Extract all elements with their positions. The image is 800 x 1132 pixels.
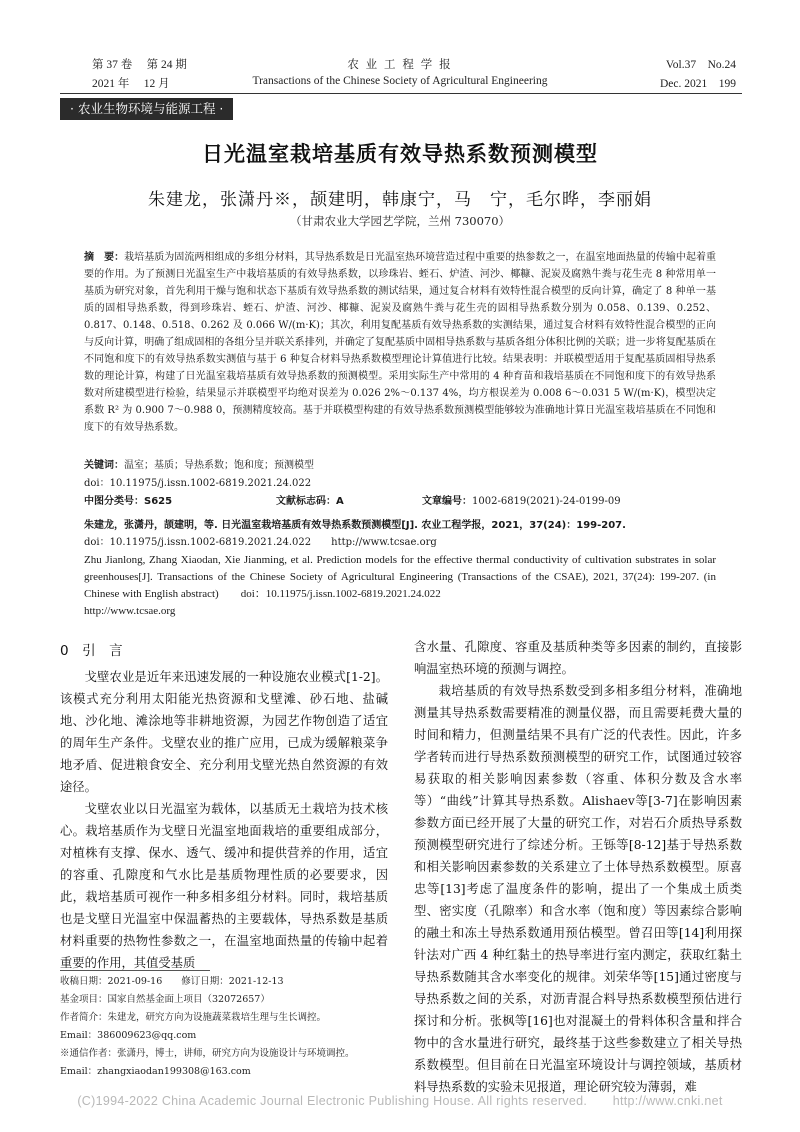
section-tag: · 农业生物环境与能源工程 · xyxy=(60,98,233,120)
footnote-email-1[interactable]: Email：386009623@qq.com xyxy=(60,1030,197,1041)
citation-cn-doi: doi：10.11975/j.issn.1002-6819.2021.24.022 http://www.tcsae.org xyxy=(84,537,437,548)
article-number-label: 文章编号： xyxy=(422,496,472,507)
keywords xyxy=(84,456,314,471)
clc-value: S625 xyxy=(144,496,173,507)
article-number xyxy=(422,492,621,507)
journal-name-cn: 农 业 工 程 学 报 xyxy=(347,59,453,71)
classification-line xyxy=(84,492,172,507)
article-number-value: 1002-6819(2021)-24-0199-09 xyxy=(472,496,621,507)
citation-cn xyxy=(84,517,716,551)
citation-en-url[interactable]: http://www.tcsae.org xyxy=(84,605,176,617)
date-cn: 2021 年 12 月 xyxy=(92,78,170,90)
author-list: 朱建龙，张潇丹※，颉建明，韩康宁，马 宁，毛尔晔，李丽娟 xyxy=(148,190,652,210)
footnote-rule xyxy=(60,970,210,971)
footnote-author: 作者简介：朱建龙，研究方向为设施蔬菜栽培生理与生长调控。 xyxy=(60,1012,327,1023)
keywords-text: 温室；基质；导热系数；饱和度；预测模型 xyxy=(124,460,314,471)
journal-name-en: Transactions of the Chinese Society of Agricultural Engineering xyxy=(252,75,548,87)
document-code-label: 文献标志码： xyxy=(276,496,336,507)
body-left-column xyxy=(60,640,388,974)
body-right-column xyxy=(414,636,742,1098)
citation-cn-authors: 朱建龙，张潇丹，颉建明，等. xyxy=(84,520,218,531)
footnote-corresponding: ※通信作者：张潇丹，博士，讲师，研究方向为设施设计与环境调控。 xyxy=(60,1048,355,1059)
volume-issue-cn: 第 37 卷 第 24 期 xyxy=(92,59,187,71)
footnote-email-2[interactable]: Email：zhangxiaodan199308@163.com xyxy=(60,1066,251,1077)
volume-issue-en: Vol.37 No.24 xyxy=(665,59,736,71)
citation-cn-rest: 日光温室栽培基质有效导热系数预测模型[J]. 农业工程学报，2021，37(24)：199-207. xyxy=(217,520,626,531)
paper-title: 日光温室栽培基质有效导热系数预测模型 xyxy=(202,142,598,166)
affiliation: （甘肃农业大学园艺学院，兰州 730070） xyxy=(289,214,511,228)
intro-paragraph-2-continued: 含水量、孔隙度、容重及基质种类等多因素的制约，直接影响温室热环境的预测与调控。 xyxy=(414,640,742,676)
clc-label: 中图分类号： xyxy=(84,496,144,507)
abstract xyxy=(84,249,716,436)
section-heading-intro: 0 引 言 xyxy=(60,643,123,659)
doi-line: doi：10.11975/j.issn.1002-6819.2021.24.022 xyxy=(84,478,312,489)
footnote-dates: 收稿日期：2021-09-16 修订日期：2021-12-13 xyxy=(60,976,284,987)
document-code xyxy=(276,492,344,507)
footnotes xyxy=(60,970,388,1081)
abstract-label: 摘 要： xyxy=(84,252,125,263)
intro-paragraph-1: 戈壁农业是近年来迅速发展的一种设施农业模式[1-2]。该模式充分利用太阳能光热资源和戈壁滩、砂石地、盐碱地、沙化地、滩涂地等非耕地资源，为园艺作物创造了适宜的周年生产条件。戈壁农业的推广应用，已成为缓解粮菜争地矛盾、促进粮食安全、充分利用戈壁光热自然资源的有效途径。 xyxy=(60,670,388,794)
abstract-text: 栽培基质为固流两相组成的多组分材料，其导热系数是日光温室热环境营造过程中重要的热参数之一，在温室地面热量的传输中起着重要的作用。为了预测日光温室生产中栽培基质的有效导热系数，以珍珠岩、蛭石、炉渣、河沙、椰糠、泥炭及腐熟牛粪与花生壳 8 种常用单一基质为研究对象，首先利用干燥与饱和状态下基质有效导热系数的测试结果，通过复合材料有效特性混合模型的反向计算，确定了 8 种单一基质的固相导热系数，得到珍珠岩、蛭石、炉渣、河沙、椰糠、泥炭及腐熟牛粪与花生壳的固相导热系数分别为 0.058、0.139、0.252、0.817、0.148、0.518、0.262 及 0.066 W/(m·K)；其次，利用复配基质有效导热系数的实测结果，通过复合材料有效特性混合模型的正向与反向计算，明确了组成固相的各组分呈并联关系排列，并确定了复配基质中固相导热系数与基质各组分体积比例的关联；进一步将复配基质在不同饱和度下的有效导热系数实测值与基于 6 种复合材料导热系数模型理论计算值进行比较。结果表明：并联模型适用于复配基质固相导热系数的理论计算，构建了日光温室栽培基质有效导热系数的预测模型。采用实际生产中常用的 4 种育苗和栽培基质在不同饱和度下的有效导热系数对所建模型进行检验，结果显示并联模型平均绝对误差为 0.026 2%～0.137 4%，均方根误差为 0.008 6～0.031 5 W/(m·K)，模型决定系数 R² 为 0.900 7～0.988 0，预测精度较高。基于并联模型构建的有效导热系数预测模型能够较为准确地计算日光温室栽培基质在不同饱和度下的有效导热系数。 xyxy=(84,252,717,433)
header-rule xyxy=(60,93,742,94)
citation-en-text: Zhu Jianlong, Zhang Xiaodan, Xie Jianming, et al. Prediction models for the effective thermal conductivity of cultivation substrates in solar greenhouses[J]. Transactions of the Chinese Society of Agricultural Engineering (Transactions of the CSAE), 2021, 37(24): 199-207. (in Chinese with English abstract) doi：10.11975/j.issn.1002-6819.2021.24.022 xyxy=(84,554,716,600)
intro-paragraph-2: 戈壁农业以日光温室为载体，以基质无土栽培为技术核心。栽培基质作为戈壁日光温室地面栽培的重要组成部分，对植株有支撑、保水、透气、缓冲和提供营养的作用，适宜的容重、孔隙度和气水比是基质物理性质的必要要求，因此，栽培基质可视作一种多相多组分材料。同时，栽培基质也是戈壁日光温室中保温蓄热的主要载体，导热系数是基质材料重要的热物性参数之一，在温室地面热量的传输中起着重要的作用，其值受基质 xyxy=(60,802,388,970)
citation-en xyxy=(84,552,716,620)
date-page-en: Dec. 2021 199 xyxy=(659,78,736,90)
copyright-footer: (C)1994-2022 China Academic Journal Electronic Publishing House. All rights reserved. http://www.cnki.net xyxy=(77,1094,723,1108)
document-code-value: A xyxy=(336,496,344,507)
keywords-label: 关键词： xyxy=(84,460,124,471)
intro-paragraph-3: 栽培基质的有效导热系数受到多相多组分材料，准确地测量其导热系数需要精准的测量仪器，而且需要耗费大量的时间和精力，但测量结果不具有广泛的代表性。因此，许多学者转而进行导热系数预测模型的研究工作，试图通过较容易获取的相关影响因素参数（容重、体积分数及含水率等）“曲线”计算其导热系数。Alishaev等[3-7]在影响因素参数方面已经开展了大量的研究工作，对岩石介质热导系数预测模型研究进行了综述分析。王铄等[8-12]基于导热系数和相关影响因素参数的关系建立了土体导热系数模型。原喜忠等[13]考虑了温度条件的影响，提出了一个集成土质类型、密实度（孔隙率）和含水率（饱和度）等因素综合影响的融土和冻土导热系数通用预估模型。曾召田等[14]利用探针法对广西 4 种红黏土的热导率进行室内测定，获取红黏土导热系数随其含水率变化的规律。刘荣华等[15]通过密度与导热系数之间的关系，对沥青混合料导热系数模型预估进行探讨和分析。张枫等[16]也对混凝土的骨料体积含量和拌合物中的含水量进行研究，最终基于这些参数建立了相关导热系数模型。但目前在日光温室环境设计与调控领域，基质材料导热系数的实验未见报道，理论研究较为薄弱，难 xyxy=(414,684,742,1094)
footnote-fund: 基金项目：国家自然基金面上项目（32072657） xyxy=(60,994,270,1005)
